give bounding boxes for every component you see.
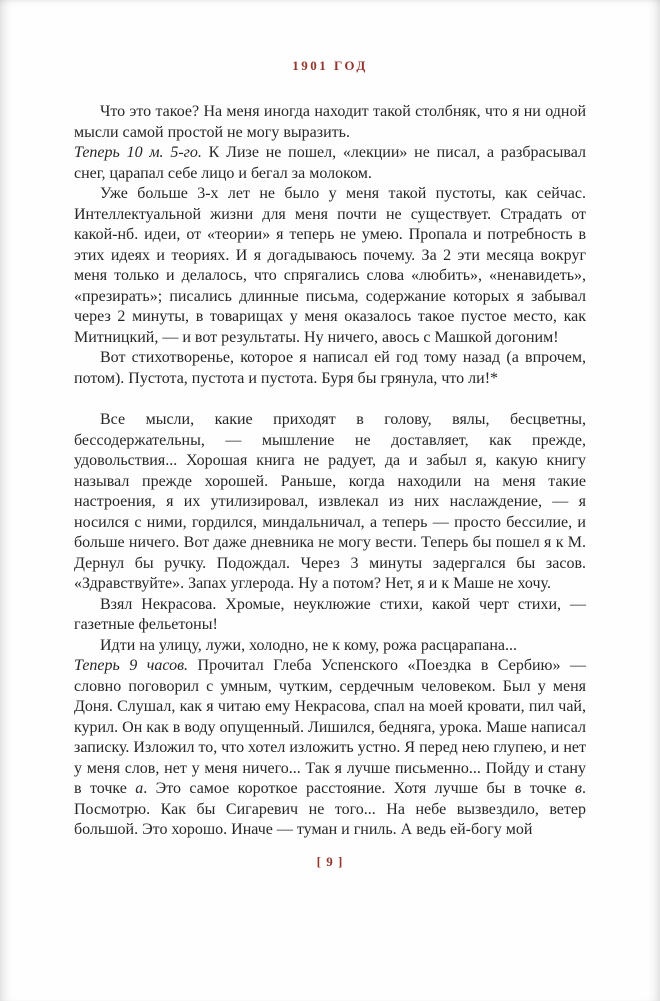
- paragraph: [74, 595, 586, 636]
- paragraph: [74, 636, 586, 657]
- text-segment: Идти на улицу, лужи, холодно, не к кому, рожа расцарапана...: [100, 636, 517, 654]
- text-segment: Прочитал Глеба Успенского «Поездка в Сербию» — словно поговорил с умным, чутким, сердечным человеком. Был у меня Доня. Слушал, как я читаю ему Некрасова, спал на моей кровати, пил чай, курил. Он как в воду опущенный. Лишился, бедняга, урока. Маше написал записку. Изложил то, что хотел изложить устно. Я перед нею глупею, и нет у меня слов, нет у меня ничего... Так я лучше письменно... Пойду и стану в точке: [74, 657, 586, 797]
- running-head: 1901 ГОД: [292, 58, 368, 73]
- paragraph: [74, 348, 586, 389]
- text-block: [74, 102, 586, 841]
- italic-text-segment: в: [575, 780, 582, 797]
- text-segment: Вот стихотворенье, которое я написал ей год тому назад (а впрочем, потом). Пустота, пустота и пустота. Буря бы грянула, что ли!*: [74, 349, 586, 387]
- text-segment: Что это такое? На меня иногда находит такой столбняк, что я ни одной мысли самой простой не могу выразить.: [74, 103, 586, 141]
- italic-text-segment: Теперь 9 часов.: [74, 657, 189, 674]
- italic-text-segment: а: [135, 780, 144, 797]
- text-segment: Уже больше 3-х лет не было у меня такой пустоты, как сейчас. Интеллектуальной жизни для меня почти не существует. Страдать от какой-нб. идеи, от «теории» я теперь не умею. Пропала и потребность в этих идеях и теориях. И я догадываюсь почему. За 2 эти месяца вокруг меня только и делалось, что спрягались слова «любить», «ненавидеть», «презирать»; писались длинные письма, содержание которых я забывал через 2 минуты, в товарищах у меня оказалось такое пустое место, как Митницкий, — и вот результаты. Ну ничего, авось с Машкой догоним!: [74, 185, 586, 346]
- italic-text-segment: Теперь 10 м. 5-го.: [74, 144, 202, 161]
- paragraph: [74, 102, 586, 143]
- text-segment: Все мысли, какие приходят в голову, вялы, бесцветны, бессодержательны, — мышление не доставляет, как прежде, удовольствия... Хорошая книга не радует, да и забыл я, какую книгу называл прежде хорошей. Раньше, когда находили на меня такие настроения, я их утилизировал, извлекал из них наслаждение, — я носился с ними, гордился, миндальничал, а теперь — просто бессилие, и больше ничего. Вот даже дневника не могу вести. Теперь бы пошел я к М. Дернул бы ручку. Подождал. Через 3 минуты задергался бы засов. «Здравствуйте». Запах углерода. Ну а потом? Нет, я и к Маше не хочу.: [74, 411, 586, 592]
- paragraph: [74, 184, 586, 348]
- text-segment: . Это самое короткое расстояние. Хотя лучше бы в точке: [143, 780, 576, 797]
- text-segment: . Посмотрю. Как бы Сигаревич не того... На небе вызвездило, ветер большой. Это хорошо. Иначе — туман и гниль. А ведь ей-богу мой: [74, 780, 586, 838]
- paragraph: [74, 410, 586, 595]
- text-segment: К Лизе не пошел, «лекции» не писал, а разбрасывал снег, царапал себе лицо и бегал за молоком.: [74, 144, 586, 182]
- paragraph: [74, 143, 586, 184]
- text-segment: Взял Некрасова. Хромые, неуклюжие стихи, какой черт стихи, — газетные фельетоны!: [74, 595, 586, 633]
- paragraph: [74, 656, 586, 841]
- page-number: [ 9 ]: [316, 853, 344, 869]
